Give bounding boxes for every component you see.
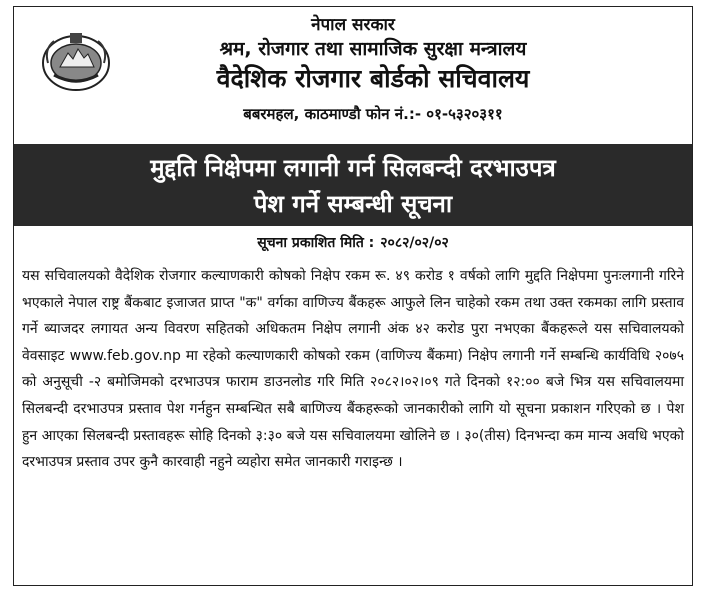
notice-title-band	[14, 144, 692, 226]
office-address: बबरमहल, काठमाण्डौ फोन नं.:- ०१-५३२०३११	[243, 105, 503, 123]
letterhead-text	[14, 7, 692, 126]
notice-body: यस सचिवालयको वैदेशिक रोजगार कल्याणकारी कोषको निक्षेप रकम रू. ४९ करोड १ वर्षको लागि मुद्दति निक्षेपमा पुनःलगानी गरिने भएकाले नेपाल राष्ट्र बैंकबाट इजाजत प्राप्त "क" वर्गका वाणिज्य बैंकहरू आफुले लिन चाहेको रकम तथा उक्त रकमका लागि प्रस्ताव गर्ने ब्याजदर लगायत अन्य विवरण सहितको अधिकतम निक्षेप लगानी अंक ४२ करोड पुरा नभएका बैंकहरूले यस सचिवालयको वेवसाइट www.feb.gov.np मा रहेको कल्याणकारी कोषको रकम (वाणिज्य बैंकमा) निक्षेप लगानी गर्ने सम्बन्धि कार्यविधि २०७५ को अनुसूची -२ बमोजिमको दरभाउपत्र फाराम डाउनलोड गरि मिति २०८२।०२।०९ गते दिनको १२:०० बजे भित्र यस सचिवालयमा सिलबन्दी दरभाउपत्र प्रस्ताव पेश गर्नहुन सम्बन्धित सबै बाणिज्य बैंकहरूको जानकारीको लागि यो सूचना प्रकाशन गरिएको छ । पेश हुन आएका सिलबन्दी प्रस्तावहरू सोहि दिनको ३:३० बजे यस सचिवालयमा खोलिने छ । ३०(तीस) दिनभन्दा कम मान्य अवधि भएको दरभाउपत्र प्रस्ताव उपर कुनै कारवाही नहुने व्यहोरा समेत जानकारी गराइन्छ ।	[22, 268, 684, 471]
notice-frame	[13, 6, 693, 586]
publication-date: २०८२/०२/०२	[380, 235, 449, 251]
ministry-name: श्रम, रोजगार तथा सामाजिक सुरक्षा मन्त्रालय	[219, 38, 527, 60]
government-name: नेपाल सरकार	[311, 15, 395, 35]
publication-date-line	[14, 229, 692, 257]
publication-date-label: सूचना प्रकाशित मिति :	[257, 235, 375, 251]
office-name: वैदेशिक रोजगार बोर्डको सचिवालय	[216, 64, 530, 93]
letterhead	[14, 7, 692, 144]
notice-title-line1: मुद्दति निक्षेपमा लगानी गर्न सिलबन्दी दरभाउपत्र	[150, 154, 556, 182]
notice-title-line2: पेश गर्ने सम्बन्धी सूचना	[253, 190, 453, 218]
